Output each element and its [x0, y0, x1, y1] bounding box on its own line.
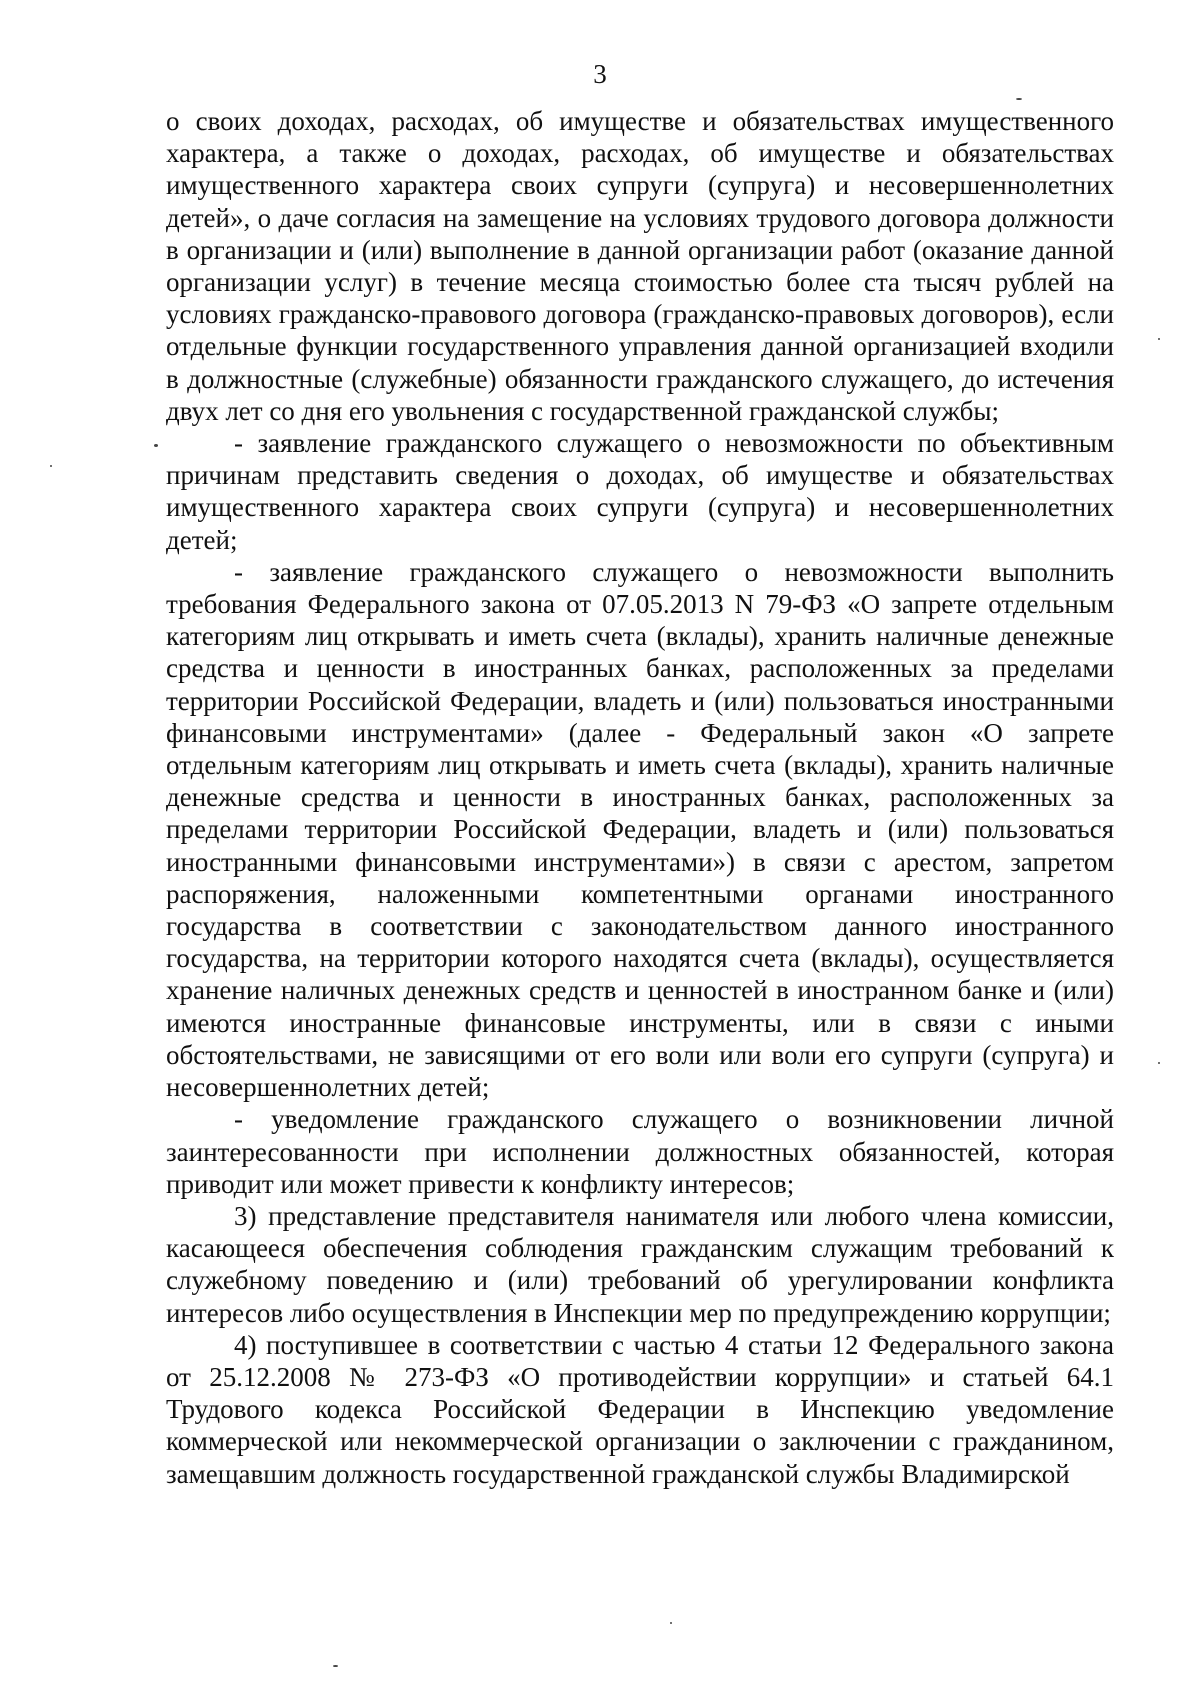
- scan-speck: [154, 444, 158, 447]
- paragraph-conflict-of-interest-notice: - уведомление гражданского служащего о возникновении личной заинтересованности при исполнении должностных обязанностей, которая приводит или может привести к конфликту интересов;: [166, 1104, 1114, 1199]
- scan-speck: [670, 1622, 672, 1624]
- paragraph-continuation: о своих доходах, расходах, об имуществе и обязательствах имущественного характера, а также о доходах, расходах, об имуществе и обязательствах имущественного характера своих супруги (супруга) и несовершеннолетних детей», о даче согласия на замещение на условиях трудового договора должности в организации и (или) выполнение в данной организации работ (оказание данной организации услуг) в течение месяца стоимостью более ста тысяч рублей на условиях гражданско-правового договора (гражданско-правовых договоров), если отдельные функции государственного управления данной организацией входили в должностные (служебные) обязанности гражданского служащего, до истечения двух лет со дня его увольнения с государственной гражданской службы;: [166, 106, 1114, 426]
- page-number: 3: [593, 59, 607, 89]
- scan-speck: [50, 465, 52, 467]
- paragraph-spouse-income-statement: - заявление гражданского служащего о невозможности по объективным причинам представить сведения о доходах, об имуществе и обязательствах имущественного характера своих супруги (супруга) и несовершеннолетних детей;: [166, 428, 1114, 555]
- scan-speck: [1158, 1062, 1160, 1064]
- scan-speck: [1016, 98, 1022, 100]
- paragraph-item-4: 4) поступившее в соответствии с частью 4 статьи 12 Федерального закона от 25.12.2008 № 273-ФЗ «О противодействии коррупции» и статьей 64.1 Трудового кодекса Российской Федерации в Инспекцию уведомление коммерческой или некоммерческой организации о заключении с гражданином, замещавшим должность государственной гражданской службы Владимирской: [166, 1329, 1114, 1489]
- scan-speck: [1158, 338, 1160, 340]
- document-body: [166, 105, 1114, 1490]
- paragraph-item-3: 3) представление представителя нанимателя или любого члена комиссии, касающееся обеспечения соблюдения гражданским служащим требований к служебному поведению и (или) требований об урегулировании конфликта интересов либо осуществления в Инспекции мер по предупреждению коррупции;: [166, 1200, 1114, 1328]
- scan-speck: [333, 1665, 338, 1667]
- paragraph-foreign-accounts-statement: - заявление гражданского служащего о невозможности выполнить требования Федерального закона от 07.05.2013 N 79-ФЗ «О запрете отдельным категориям лиц открывать и иметь счета (вклады), хранить наличные денежные средства и ценности в иностранных банках, расположенных за пределами территории Российской Федерации, владеть и (или) пользоваться иностранными финансовыми инструментами» (далее - Федеральный закон «О запрете отдельным категориям лиц открывать и иметь счета (вклады), хранить наличные денежные средства и ценности в иностранных банках, расположенных за пределами территории Российской Федерации, владеть и (или) пользоваться иностранными финансовыми инструментами») в связи с арестом, запретом распоряжения, наложенными компетентными органами иностранного государства в соответствии с законодательством данного иностранного государства, на территории которого находятся счета (вклады), осуществляется хранение наличных денежных средств и ценностей в иностранном банке и (или) имеются иностранные финансовые инструменты, или в связи с иными обстоятельствами, не зависящими от его воли или воли его супруги (супруга) и несовершеннолетних детей;: [166, 556, 1114, 1103]
